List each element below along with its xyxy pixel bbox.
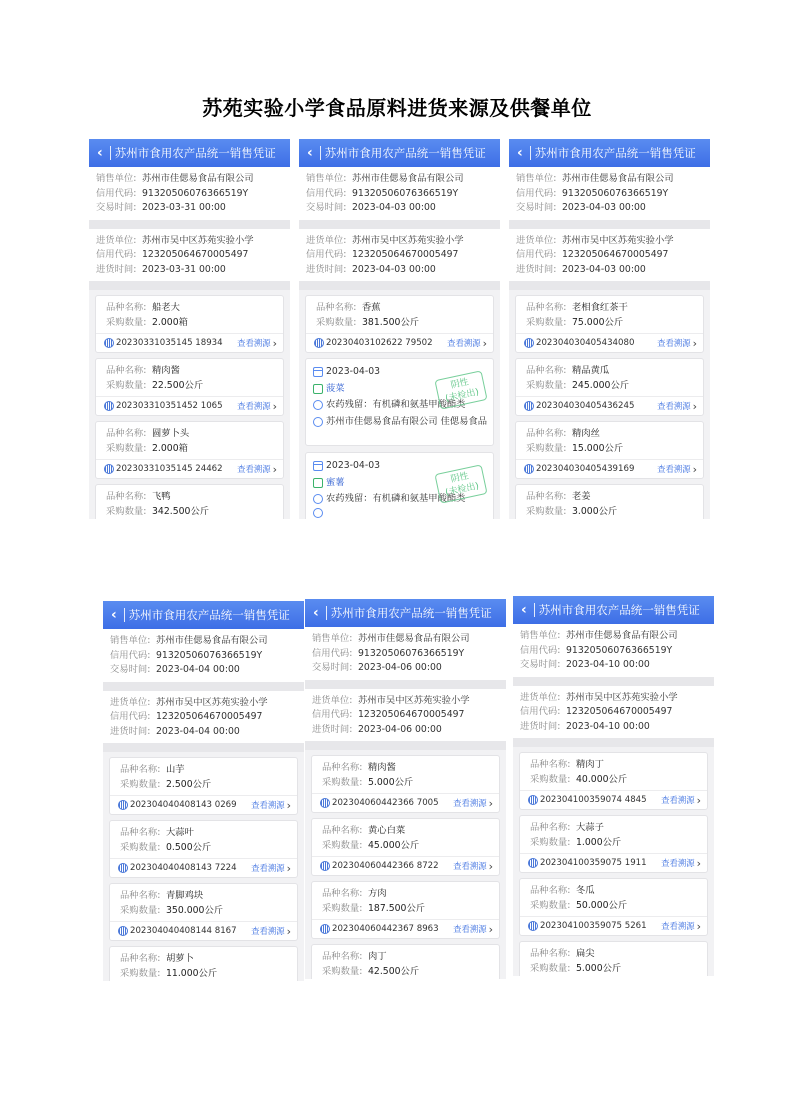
view-trace-link[interactable]: 查看溯源 — [453, 798, 487, 808]
barcode-icon — [118, 800, 128, 810]
product-qty: 3.000公斤 — [572, 506, 618, 517]
voucher-screen — [299, 139, 500, 519]
seller-info — [89, 167, 290, 220]
view-trace-link[interactable]: 查看溯源 — [661, 795, 695, 805]
info-row: 交易时间: 2023-04-04 00:00 — [110, 664, 240, 675]
product-name: 精肉酱 — [368, 762, 396, 773]
trace-code: 202304030405439169 — [536, 464, 635, 474]
product-item[interactable]: 品种名称: 肉丁 采购数量: 42.500公斤 — [311, 944, 500, 979]
trace-row[interactable] — [312, 793, 499, 812]
view-trace-link[interactable]: 查看溯源 — [251, 863, 285, 873]
chevron-right-icon: › — [286, 861, 291, 875]
barcode-icon — [320, 861, 330, 871]
app-header — [509, 139, 710, 167]
test-residue: 农药残留：有机磷和氨基甲酸酯类 — [326, 493, 466, 504]
chevron-right-icon: › — [696, 919, 701, 933]
chevron-right-icon: › — [692, 399, 697, 413]
barcode-icon — [320, 924, 330, 934]
back-icon[interactable]: ‹ — [521, 602, 527, 618]
info-row: 信用代码: 123205064670005497 — [520, 706, 673, 717]
back-icon[interactable]: ‹ — [313, 605, 319, 621]
trace-code: 20230403102622 79502 — [326, 338, 433, 348]
info-row: 销售单位: 苏州市佳偲易食品有限公司 — [306, 173, 464, 184]
trace-code: 202304100359075 1911 — [540, 858, 647, 868]
trace-row[interactable] — [110, 921, 297, 940]
product-item[interactable]: 品种名称: 大蒜子 采购数量: 1.000公斤 202304100359075 1911 查看溯源 › — [519, 815, 708, 873]
product-name: 大蒜叶 — [166, 827, 194, 838]
info-row: 信用代码: 91320506076366519Y — [306, 187, 459, 199]
view-trace-link[interactable]: 查看溯源 — [447, 338, 481, 348]
barcode-icon — [118, 863, 128, 873]
trace-code: 202304100359074 4845 — [540, 795, 647, 805]
chevron-right-icon: › — [272, 399, 277, 413]
product-name: 肉丁 — [368, 951, 387, 962]
info-row: 信用代码: 123205064670005497 — [110, 711, 263, 722]
chevron-right-icon: › — [692, 462, 697, 476]
product-name: 圆萝卜头 — [152, 428, 190, 439]
info-row: 进货时间: 2023-04-06 00:00 — [312, 723, 442, 735]
view-trace-link[interactable]: 查看溯源 — [237, 338, 271, 348]
trace-code: 202304060442367 8963 — [332, 924, 439, 934]
product-qty: 1.000公斤 — [576, 837, 622, 848]
product-name: 冬瓜 — [576, 885, 595, 896]
divider — [326, 606, 327, 620]
voucher-screen — [513, 596, 714, 976]
view-trace-link[interactable]: 查看溯源 — [453, 924, 487, 934]
product-name: 胡萝卜 — [166, 953, 194, 964]
product-name: 香蕉 — [362, 302, 381, 313]
info-row: 信用代码: 91320506076366519Y — [110, 649, 263, 661]
test-product: 菠菜 — [326, 382, 345, 394]
barcode-icon — [104, 401, 114, 411]
back-icon[interactable]: ‹ — [97, 145, 103, 161]
header-title: 苏州市食用农产品统一销售凭证 — [128, 608, 290, 622]
negative-stamp: 阴性 (未检出) — [434, 370, 487, 409]
app-header — [89, 139, 290, 167]
header-title: 苏州市食用农产品统一销售凭证 — [330, 606, 492, 620]
barcode-icon — [524, 464, 534, 474]
barcode-icon — [528, 795, 538, 805]
product-item[interactable]: 品种名称: 精肉酱 采购数量: 22.500公斤 202303310351452 1065 查看溯源 › — [95, 358, 284, 416]
header-title: 苏州市食用农产品统一销售凭证 — [534, 146, 696, 160]
seller-info — [305, 627, 506, 680]
product-name: 精品黄瓜 — [572, 365, 610, 376]
info-row: 进货时间: 2023-04-10 00:00 — [520, 720, 650, 732]
info-row: 交易时间: 2023-04-03 00:00 — [306, 202, 436, 213]
info-row: 信用代码: 123205064670005497 — [96, 249, 249, 260]
back-icon[interactable]: ‹ — [111, 607, 117, 623]
info-row: 信用代码: 123205064670005497 — [306, 249, 459, 260]
info-row: 交易时间: 2023-04-03 00:00 — [516, 202, 646, 213]
item-list — [305, 750, 506, 979]
info-row: 销售单位: 苏州市佳偲易食品有限公司 — [520, 630, 678, 641]
info-row: 销售单位: 苏州市佳偲易食品有限公司 — [516, 173, 674, 184]
trace-row[interactable] — [312, 919, 499, 938]
product-item[interactable]: 品种名称: 圆萝卜头 采购数量: 2.000箱 20230331035145 24462 查看溯源 › — [95, 421, 284, 479]
product-item[interactable]: 品种名称: 老姜 采购数量: 3.000公斤 — [515, 484, 704, 519]
barcode-icon — [314, 338, 324, 348]
seller-info — [513, 624, 714, 677]
product-qty: 75.000公斤 — [572, 317, 624, 328]
test-icon — [313, 494, 323, 504]
supplier-icon — [313, 417, 323, 427]
view-trace-link[interactable]: 查看溯源 — [661, 921, 695, 931]
buyer-info — [89, 229, 290, 282]
barcode-icon — [118, 926, 128, 936]
chevron-right-icon: › — [272, 462, 277, 476]
product-item[interactable]: 品种名称: 山芋 采购数量: 2.500公斤 202304040408143 0269 查看溯源 › — [109, 757, 298, 815]
product-name: 精肉酱 — [152, 365, 180, 376]
trace-row[interactable] — [520, 916, 707, 935]
product-item[interactable]: 品种名称: 精肉丁 采购数量: 40.000公斤 202304100359074 4845 查看溯源 › — [519, 752, 708, 810]
trace-row[interactable] — [96, 459, 283, 478]
trace-row[interactable] — [516, 396, 703, 415]
info-row: 销售单位: 苏州市佳偲易食品有限公司 — [312, 633, 470, 644]
trace-code: 202304060442366 7005 — [332, 798, 439, 808]
info-row: 信用代码: 91320506076366519Y — [312, 647, 465, 659]
info-row: 信用代码: 91320506076366519Y — [520, 644, 673, 656]
trace-code: 202304040408144 8167 — [130, 926, 237, 936]
product-qty: 2.500公斤 — [166, 779, 212, 790]
view-trace-link[interactable]: 查看溯源 — [453, 861, 487, 871]
info-row: 进货时间: 2023-04-03 00:00 — [306, 263, 436, 275]
product-qty: 11.000公斤 — [166, 968, 218, 979]
product-name: 扁尖 — [576, 948, 595, 959]
divider — [124, 608, 125, 622]
document-title: 苏苑实验小学食品原料进货来源及供餐单位 — [202, 96, 592, 120]
product-name: 青脚鸡块 — [166, 890, 204, 901]
view-trace-link[interactable]: 查看溯源 — [251, 800, 285, 810]
product-qty: 2.000箱 — [152, 317, 188, 328]
calendar-icon — [313, 367, 323, 377]
chevron-right-icon: › — [482, 336, 487, 350]
view-trace-link[interactable]: 查看溯源 — [237, 464, 271, 474]
product-qty: 5.000公斤 — [576, 963, 622, 974]
seller-info — [299, 167, 500, 220]
barcode-icon — [524, 401, 534, 411]
back-icon[interactable]: ‹ — [517, 145, 523, 161]
product-item[interactable]: 品种名称: 冬瓜 采购数量: 50.000公斤 202304100359075 5261 查看溯源 › — [519, 878, 708, 936]
view-trace-link[interactable]: 查看溯源 — [251, 926, 285, 936]
app-header — [305, 599, 506, 627]
trace-code: 20230331035145 24462 — [116, 464, 223, 474]
trace-row[interactable] — [520, 853, 707, 872]
voucher-screen — [89, 139, 290, 519]
barcode-icon — [528, 921, 538, 931]
divider — [534, 603, 535, 617]
item-list — [103, 752, 304, 981]
negative-stamp: 阴性 (未检出) — [434, 464, 487, 503]
product-item[interactable]: 品种名称: 精肉酱 采购数量: 5.000公斤 202304060442366 7005 查看溯源 › — [311, 755, 500, 813]
produce-icon — [313, 478, 323, 488]
info-row: 进货单位: 苏州市吴中区苏苑实验小学 — [110, 696, 268, 708]
info-row: 信用代码: 91320506076366519Y — [96, 187, 249, 199]
trace-row[interactable] — [516, 333, 703, 352]
product-qty: 45.000公斤 — [368, 840, 420, 851]
buyer-info — [103, 691, 304, 744]
product-qty: 245.000公斤 — [572, 380, 630, 391]
product-item[interactable]: 品种名称: 精品黄瓜 采购数量: 245.000公斤 202304030405436245 查看溯源 › — [515, 358, 704, 416]
product-name: 山芋 — [166, 764, 185, 775]
trace-row[interactable] — [96, 396, 283, 415]
product-qty: 342.500公斤 — [152, 506, 210, 517]
info-row: 交易时间: 2023-03-31 00:00 — [96, 202, 226, 213]
product-qty: 22.500公斤 — [152, 380, 204, 391]
product-name: 老姜 — [572, 491, 591, 502]
product-name: 老相食红茶干 — [572, 302, 628, 313]
info-row: 进货单位: 苏州市吴中区苏苑实验小学 — [312, 694, 470, 706]
view-trace-link[interactable]: 查看溯源 — [657, 338, 691, 348]
product-name: 飞鸭 — [152, 491, 171, 502]
barcode-icon — [528, 858, 538, 868]
buyer-info — [513, 686, 714, 739]
back-icon[interactable]: ‹ — [307, 145, 313, 161]
product-item[interactable]: 品种名称: 老相食红茶干 采购数量: 75.000公斤 202304030405434080 查看溯源 › — [515, 295, 704, 353]
header-title: 苏州市食用农产品统一销售凭证 — [538, 603, 700, 617]
product-item[interactable]: 品种名称: 扁尖 采购数量: 5.000公斤 — [519, 941, 708, 976]
product-name: 精肉丝 — [572, 428, 600, 439]
voucher-screen — [305, 599, 506, 979]
test-icon — [313, 400, 323, 410]
chevron-right-icon: › — [286, 798, 291, 812]
chevron-right-icon: › — [488, 796, 493, 810]
trace-code: 20230331035145 18934 — [116, 338, 223, 348]
info-row: 信用代码: 123205064670005497 — [312, 709, 465, 720]
product-qty: 42.500公斤 — [368, 966, 420, 977]
trace-code: 202304030405434080 — [536, 338, 635, 348]
item-list — [299, 290, 500, 519]
info-row: 交易时间: 2023-04-06 00:00 — [312, 662, 442, 673]
info-row: 进货单位: 苏州市吴中区苏苑实验小学 — [306, 234, 464, 246]
item-list — [509, 290, 710, 519]
product-name: 船老大 — [152, 302, 180, 313]
trace-code: 202304040408143 0269 — [130, 800, 237, 810]
product-item[interactable]: 品种名称: 船老大 采购数量: 2.000箱 20230331035145 18934 查看溯源 › — [95, 295, 284, 353]
product-qty: 50.000公斤 — [576, 900, 628, 911]
product-qty: 5.000公斤 — [368, 777, 414, 788]
view-trace-link[interactable]: 查看溯源 — [661, 858, 695, 868]
chevron-right-icon: › — [696, 793, 701, 807]
barcode-icon — [320, 798, 330, 808]
trace-code: 202304100359075 5261 — [540, 921, 647, 931]
test-residue: 农药残留：有机磷和氨基甲酸酯类 — [326, 399, 466, 410]
product-item[interactable]: 品种名称: 黄心白菜 采购数量: 45.000公斤 202304060442366 8722 查看溯源 › — [311, 818, 500, 876]
supplier-icon — [313, 508, 323, 518]
barcode-icon — [104, 338, 114, 348]
product-item[interactable]: 品种名称: 方肉 采购数量: 187.500公斤 202304060442367 8963 查看溯源 › — [311, 881, 500, 939]
info-row: 信用代码: 123205064670005497 — [516, 249, 669, 260]
product-item[interactable]: 品种名称: 香蕉 采购数量: 381.500公斤 20230403102622 79502 查看溯源 › — [305, 295, 494, 353]
product-qty: 381.500公斤 — [362, 317, 420, 328]
voucher-screen — [509, 139, 710, 519]
view-trace-link[interactable]: 查看溯源 — [657, 401, 691, 411]
product-name: 方肉 — [368, 888, 387, 899]
seller-info — [103, 629, 304, 682]
chevron-right-icon: › — [692, 336, 697, 350]
info-row: 销售单位: 苏州市佳偲易食品有限公司 — [110, 635, 268, 646]
chevron-right-icon: › — [286, 924, 291, 938]
produce-icon — [313, 384, 323, 394]
app-header — [513, 596, 714, 624]
view-trace-link[interactable]: 查看溯源 — [657, 464, 691, 474]
test-date: 2023-04-03 — [326, 366, 381, 377]
barcode-icon — [104, 464, 114, 474]
info-row: 交易时间: 2023-04-10 00:00 — [520, 659, 650, 670]
product-qty: 187.500公斤 — [368, 903, 426, 914]
header-title: 苏州市食用农产品统一销售凭证 — [114, 146, 276, 160]
product-qty: 0.500公斤 — [166, 842, 212, 853]
trace-row[interactable] — [516, 459, 703, 478]
info-row: 信用代码: 91320506076366519Y — [516, 187, 669, 199]
trace-row[interactable] — [312, 856, 499, 875]
product-name: 黄心白菜 — [368, 825, 406, 836]
product-item[interactable]: 品种名称: 飞鸭 采购数量: 342.500公斤 — [95, 484, 284, 519]
app-header — [299, 139, 500, 167]
chevron-right-icon: › — [488, 859, 493, 873]
chevron-right-icon: › — [696, 856, 701, 870]
trace-code: 202304060442366 8722 — [332, 861, 439, 871]
product-name: 精肉丁 — [576, 759, 604, 770]
seller-info — [509, 167, 710, 220]
product-item[interactable]: 品种名称: 胡萝卜 采购数量: 11.000公斤 — [109, 946, 298, 981]
product-qty: 40.000公斤 — [576, 774, 628, 785]
pesticide-test-card[interactable] — [305, 452, 494, 519]
product-qty: 2.000箱 — [152, 443, 188, 454]
trace-row[interactable] — [96, 333, 283, 352]
product-item[interactable]: 品种名称: 大蒜叶 采购数量: 0.500公斤 202304040408143 7224 查看溯源 › — [109, 820, 298, 878]
pesticide-test-card[interactable] — [305, 358, 494, 446]
calendar-icon — [313, 461, 323, 471]
trace-row[interactable] — [306, 333, 493, 352]
info-row: 进货时间: 2023-04-03 00:00 — [516, 263, 646, 275]
test-supplier: 苏州市佳偲易食品有限公司 佳偲易食品 — [326, 415, 488, 427]
info-row: 进货时间: 2023-04-04 00:00 — [110, 725, 240, 737]
view-trace-link[interactable]: 查看溯源 — [237, 401, 271, 411]
info-row: 进货时间: 2023-03-31 00:00 — [96, 263, 226, 275]
product-qty: 350.000公斤 — [166, 905, 224, 916]
trace-row[interactable] — [110, 795, 297, 814]
item-list — [89, 290, 290, 519]
divider — [110, 146, 111, 160]
chevron-right-icon: › — [272, 336, 277, 350]
trace-row[interactable] — [520, 790, 707, 809]
item-list — [513, 747, 714, 976]
product-item[interactable]: 品种名称: 精肉丝 采购数量: 15.000公斤 202304030405439169 查看溯源 › — [515, 421, 704, 479]
trace-code: 202303310351452 1065 — [116, 401, 223, 411]
divider — [530, 146, 531, 160]
info-row: 进货单位: 苏州市吴中区苏苑实验小学 — [96, 234, 254, 246]
trace-code: 202304040408143 7224 — [130, 863, 237, 873]
chevron-right-icon: › — [488, 922, 493, 936]
info-row: 销售单位: 苏州市佳偲易食品有限公司 — [96, 173, 254, 184]
barcode-icon — [524, 338, 534, 348]
buyer-info — [509, 229, 710, 282]
voucher-screen — [103, 601, 304, 981]
trace-row[interactable] — [110, 858, 297, 877]
trace-code: 202304030405436245 — [536, 401, 635, 411]
test-date: 2023-04-03 — [326, 460, 381, 471]
info-row: 进货单位: 苏州市吴中区苏苑实验小学 — [520, 691, 678, 703]
product-qty: 15.000公斤 — [572, 443, 624, 454]
product-name: 大蒜子 — [576, 822, 604, 833]
app-header — [103, 601, 304, 629]
divider — [320, 146, 321, 160]
header-title: 苏州市食用农产品统一销售凭证 — [324, 146, 486, 160]
test-product: 蜜薯 — [326, 476, 345, 488]
product-item[interactable]: 品种名称: 青脚鸡块 采购数量: 350.000公斤 202304040408144 8167 查看溯源 › — [109, 883, 298, 941]
info-row: 进货单位: 苏州市吴中区苏苑实验小学 — [516, 234, 674, 246]
buyer-info — [305, 689, 506, 742]
buyer-info — [299, 229, 500, 282]
